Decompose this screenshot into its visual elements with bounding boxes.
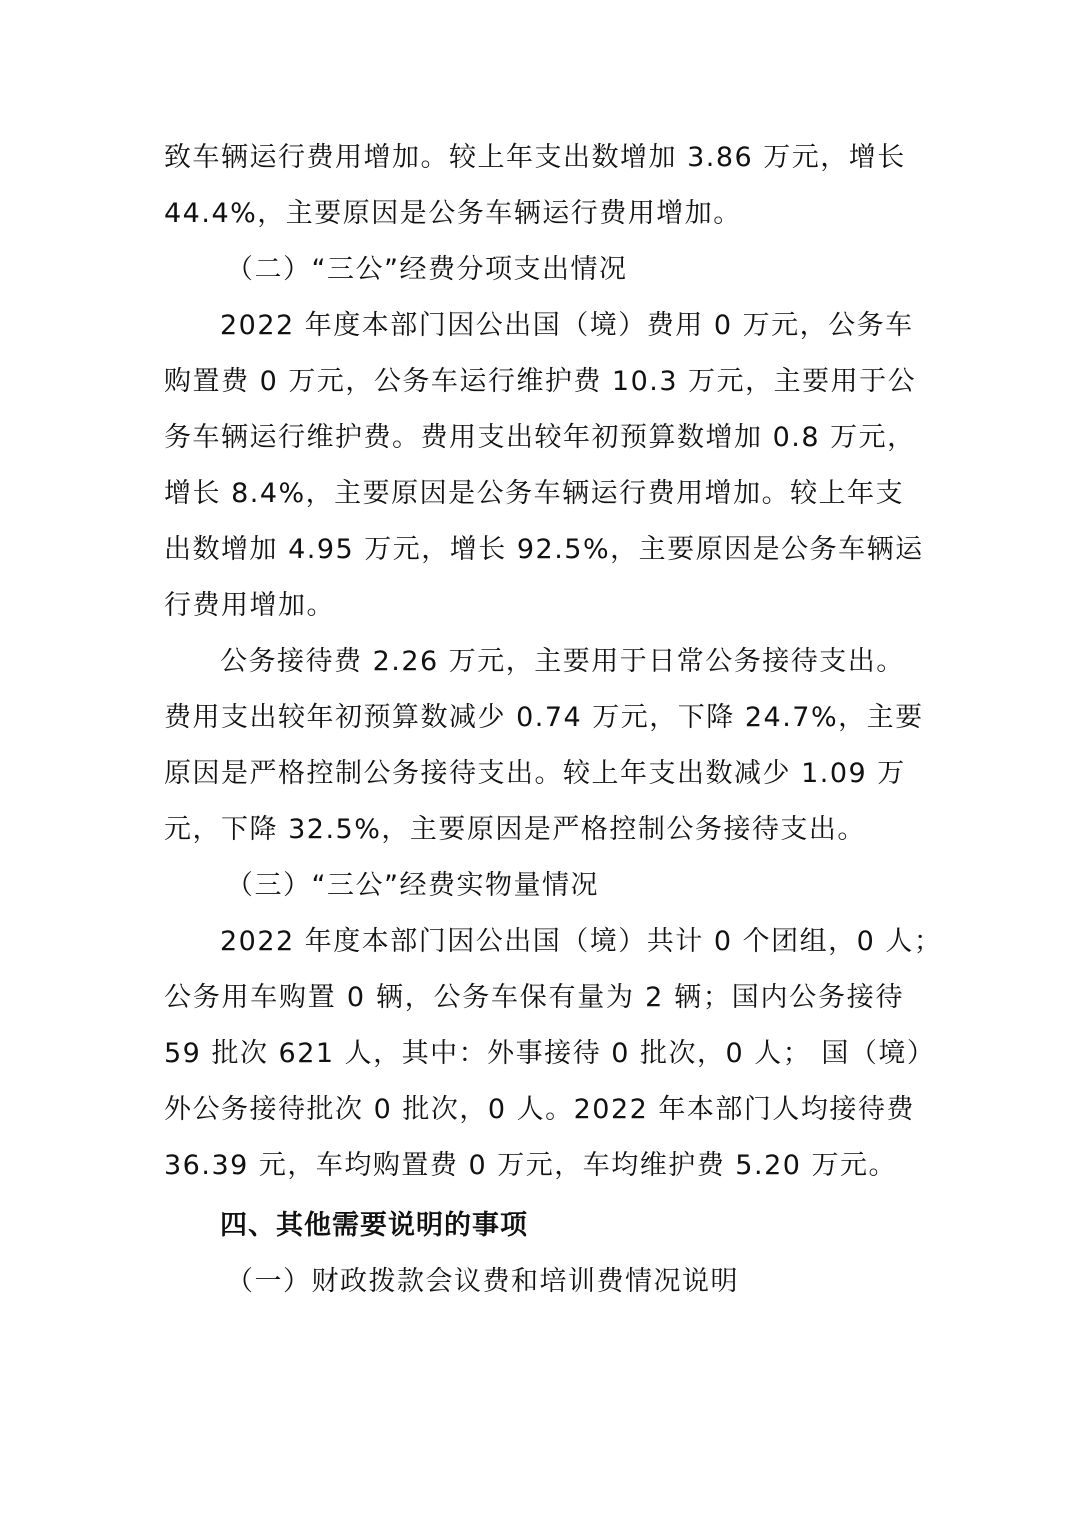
text-line: 36.39 元，车均购置费 0 万元，车均维护费 5.20 万元。 xyxy=(164,1150,898,1181)
text-line: 公务接待费 2.26 万元，主要用于日常公务接待支出。 xyxy=(220,646,905,677)
text-line: 费用支出较年初预算数减少 0.74 万元，下降 24.7%，主要 xyxy=(164,702,924,733)
text-line: 外公务接待批次 0 批次，0 人。2022 年本部门人均接待费 xyxy=(164,1094,915,1125)
text-line: 原因是严格控制公务接待支出。较上年支出数减少 1.09 万 xyxy=(164,758,906,789)
text-line: 2022 年度本部门因公出国（境）费用 0 万元，公务车 xyxy=(220,310,914,341)
chapter-heading: 四、其他需要说明的事项 xyxy=(220,1210,528,1241)
text-line: 行费用增加。 xyxy=(164,590,335,621)
text-line: 务车辆运行维护费。费用支出较年初预算数增加 0.8 万元， xyxy=(164,422,916,453)
section-heading: （二）“三公”经费分项支出情况 xyxy=(226,254,628,285)
text-line: 出数增加 4.95 万元，增长 92.5%，主要原因是公务车辆运 xyxy=(164,534,924,565)
text-line: 购置费 0 万元，公务车运行维护费 10.3 万元，主要用于公 xyxy=(164,366,917,397)
text-line: 公务用车购置 0 辆，公务车保有量为 2 辆；国内公务接待 xyxy=(164,982,904,1013)
text-line: 2022 年度本部门因公出国（境）共计 0 个团组，0 人； xyxy=(220,926,943,957)
text-line: 增长 8.4%，主要原因是公务车辆运行费用增加。较上年支 xyxy=(164,478,905,509)
section-heading: （三）“三公”经费实物量情况 xyxy=(226,870,599,901)
section-heading: （一）财政拨款会议费和培训费情况说明 xyxy=(226,1266,739,1297)
text-line: 44.4%，主要原因是公务车辆运行费用增加。 xyxy=(164,198,742,229)
text-line: 59 批次 621 人，其中：外事接待 0 批次，0 人； 国（境） xyxy=(164,1038,936,1069)
text-line: 致车辆运行费用增加。较上年支出数增加 3.86 万元，增长 xyxy=(164,142,906,173)
text-line: 元，下降 32.5%，主要原因是严格控制公务接待支出。 xyxy=(164,814,866,845)
